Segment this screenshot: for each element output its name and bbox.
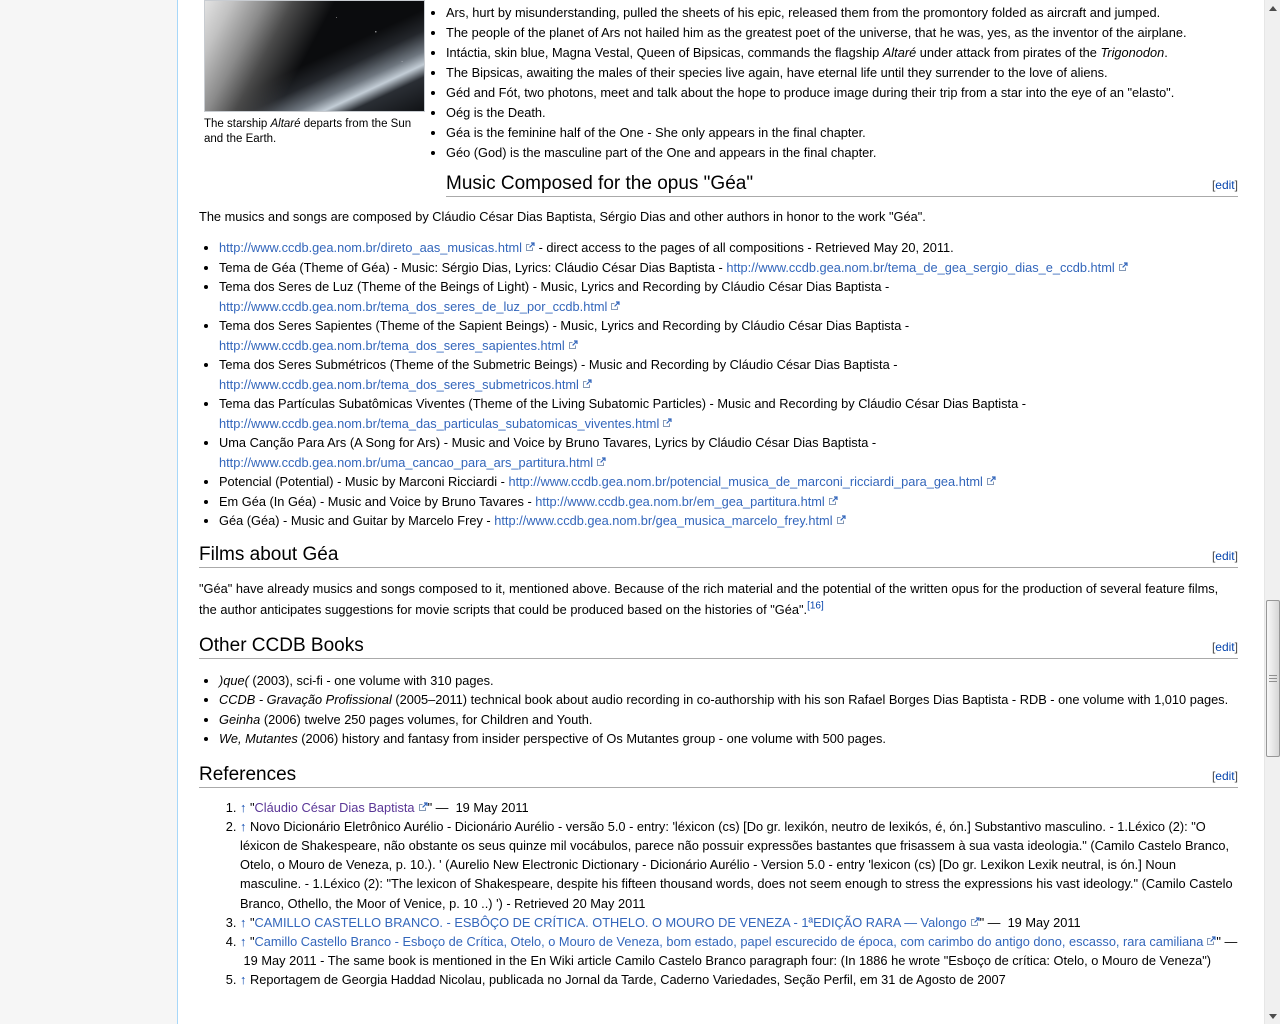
music-item: • Potencial (Potential) - Music by Marconi Ricciardi - http://www.ccdb.gea.nom.br/potencial_musica_de_marconi_ricciardi_para_gea.html — [219, 472, 1238, 492]
footnote-marker — [807, 600, 824, 611]
music-item: • Tema dos Seres Submétricos (Theme of the Submetric Beings) - Music and Recording by Cláudio César Dias Baptista - http://www.ccdb.gea.nom.br/tema_dos_seres_submetricos.html — [219, 355, 1238, 394]
external-link-icon — [1206, 936, 1216, 946]
external-link-icon — [596, 457, 606, 467]
external-link[interactable]: http://www.ccdb.gea.nom.br/tema_de_gea_sergio_dias_e_ccdb.html — [726, 260, 1127, 275]
edit-section — [1212, 641, 1238, 653]
external-link-icon — [525, 242, 535, 252]
music-item: • Tema das Partículas Subatômicas Viventes (Theme of the Living Subatomic Particles) - Music and Recording by Cláudio César Dias Baptista - http://www.ccdb.gea.nom.br/tema_das_particulas_subatomicas_viventes.html — [219, 394, 1238, 433]
edit-link[interactable]: edit — [1215, 768, 1235, 783]
book-item: • CCDB - Gravação Profissional (2005–2011) technical book about audio recording in co-authorship with his son Rafael Borges Dias Baptista - RDB - one volume with 1,010 pages. — [219, 690, 1238, 710]
edit-link[interactable]: edit — [1215, 178, 1235, 192]
reference-item: 5. ↑ Reportagem de Georgia Haddad Nicolau, publicada no Jornal da Tarde, Caderno Variedades, Seção Perfil, em 31 de Agosto de 2007 — [240, 970, 1238, 989]
external-link-icon — [610, 301, 620, 311]
music-item: • http://www.ccdb.gea.nom.br/direto_aas_musicas.html - direct access to the pages of all compositions - Retrieved May 20, 2011. — [219, 238, 1238, 258]
character-item: • Ars, hurt by misunderstanding, pulled the sheets of his epic, released them from the promontory folded as aircraft and jumped. — [446, 3, 1238, 23]
external-link-icon — [568, 340, 578, 350]
books-heading-text: Other CCDB Books — [199, 634, 364, 656]
article-content — [177, 0, 1264, 1024]
italic-text: Altaré — [270, 118, 301, 130]
book-item: • )que( (2003), sci-fi - one volume with 310 pages. — [219, 671, 1238, 691]
external-link-visited[interactable]: Cláudio César Dias Baptista — [255, 800, 428, 815]
music-heading-text: Music Composed for the opus "Géa" — [446, 173, 754, 194]
thumbnail-caption: The starship Altaré departs from the Sun and the Earth. — [204, 118, 412, 145]
bracket: [ — [1211, 178, 1216, 192]
reference-item: 4. ↑ "Camillo Castello Branco - Esboço de Crítica, Otelo, o Mouro de Veneza, bom estado, papel escurecido de época, com carimbo do antigo dono, escasso, rara camiliana " — 19 May 2011 - The same book is mentioned in the En Wiki article Camilo Castelo Branco paragraph four: (In 1886 he wrote "Esboço de crítica: Otelo, o Mouro de Veneza") — [240, 932, 1238, 970]
external-link[interactable]: http://www.ccdb.gea.nom.br/tema_dos_seres_sapientes.html — [219, 338, 578, 353]
edit-section — [1212, 770, 1238, 782]
section-films — [199, 543, 1238, 620]
reference-item: 2. ↑ Novo Dicionário Eletrônico Aurélio - Dicionário Aurélio - versão 5.0 - entry: 'léxicon (cs) [Do gr. lexikón, neutro de lexikós, é, ón.] Substantivo masculino. - 1.Léxico (2): "O léxicon de Shakespeare, não obstante os seus quinze mil vocábulos, parece não possuir expressões bastantes que frisassem à sua vasta ideologia." (Camilo Castelo Branco, Otelo, o Mouro de Veneza, p. 10.). ' (Aurelio New Electronic Dictionary - Dicionário Aurélio - Version 5.0 - entry 'lexicon (cs) [Do gr. Lexikon Lexik neutral, is ón.] Noun masculine. - 1.Léxico (2): "The lexicon of Shakespeare, despite his fifteen thousand words, does not seem enough to stress the expressions his vast ideology." (Camilo Castelo Branco, Othello, the Moor of Venice, p. 10 ..) ') - Retrieved 20 May 2011 — [240, 817, 1238, 913]
italic-text: )que( — [219, 672, 249, 688]
italic-text: Geinha — [219, 711, 261, 727]
article-thumbnail — [204, 0, 428, 147]
music-item: • Tema de Géa (Theme of Géa) - Music: Sérgio Dias, Lyrics: Cláudio César Dias Baptista - http://www.ccdb.gea.nom.br/tema_de_gea_sergio_dias_e_ccdb.html — [219, 258, 1238, 278]
external-link-icon — [1118, 262, 1128, 272]
italic-text: Altaré — [882, 45, 917, 60]
scrollbar-grip-icon — [1269, 675, 1277, 683]
references-heading-text: References — [199, 763, 297, 785]
character-item: • Oég is the Death. — [446, 103, 1238, 123]
italic-text: We, Mutantes — [219, 731, 298, 746]
edit-link[interactable]: edit — [1215, 639, 1235, 654]
reference-item: 3. ↑ "CAMILLO CASTELLO BRANCO. - ESBÔÇO DE CRÍTICA. OTHELO. O MOURO DE VENEZA - 1ªEDIÇÃO RARA — Valongo " — 19 May 2011 — [240, 913, 1238, 932]
section-references — [199, 763, 1238, 990]
external-link-icon — [970, 917, 980, 927]
music-item: • Uma Canção Para Ars (A Song for Ars) - Music and Voice by Bruno Tavares, Lyrics by Cláudio César Dias Baptista - http://www.ccdb.gea.nom.br/uma_cancao_para_ars_partitura.html — [219, 433, 1238, 472]
bracket: [ — [1211, 548, 1216, 563]
music-item: • Tema dos Seres de Luz (Theme of the Beings of Light) - Music, Lyrics and Recording by Cláudio César Dias Baptista - http://www.ccdb.gea.nom.br/tema_dos_seres_de_luz_por_ccdb.html — [219, 277, 1238, 316]
scroll-up-icon — [1269, 6, 1277, 11]
bracket: [ — [1211, 639, 1216, 654]
reference-item: 1. ↑ "Cláudio César Dias Baptista " — 19 May 2011 — [240, 798, 1238, 817]
bracket: [ — [1211, 768, 1216, 783]
external-link-icon — [836, 515, 846, 525]
music-item: • Géa (Géa) - Music and Guitar by Marcelo Frey - http://www.ccdb.gea.nom.br/gea_musica_marcelo_frey.html — [219, 511, 1238, 531]
external-link[interactable]: http://www.ccdb.gea.nom.br/potencial_musica_de_marconi_ricciardi_para_gea.html — [508, 474, 995, 489]
books-heading — [199, 634, 1238, 659]
ref-backlink[interactable]: ↑ — [240, 933, 247, 949]
character-list — [426, 3, 1238, 163]
films-paragraph: "Géa" have already musics and songs composed to it, mentioned above. Because of the rich material and the potential of the written opus for the production of several feature films, the author anticipates suggestions for movie scripts that could be produced based on the histories of "Géa".[16] — [199, 580, 1219, 617]
character-item: • Géd and Fót, two photons, meet and talk about the hope to produce image during their trip from a star into the eye of an "elasto". — [446, 83, 1238, 103]
external-link-icon — [662, 418, 672, 428]
references-list — [199, 798, 1238, 990]
edit-section — [1212, 550, 1238, 562]
scroll-down-icon — [1269, 1014, 1277, 1019]
external-link-icon — [828, 496, 838, 506]
footnote-link[interactable]: [16] — [807, 600, 824, 612]
external-link[interactable]: http://www.ccdb.gea.nom.br/uma_cancao_para_ars_partitura.html — [219, 455, 606, 470]
external-link-icon — [986, 476, 996, 486]
external-link[interactable]: http://www.ccdb.gea.nom.br/tema_das_particulas_subatomicas_viventes.html — [219, 416, 672, 431]
italic-text: CCDB - Gravação Profissional — [219, 692, 392, 707]
references-heading — [199, 763, 1238, 788]
character-item: • Géa is the feminine half of the One - She only appears in the final chapter. — [446, 123, 1238, 143]
edit-link[interactable]: edit — [1215, 548, 1235, 563]
music-heading — [446, 172, 1238, 197]
bracket: ] — [1234, 548, 1238, 563]
music-item: • Tema dos Seres Sapientes (Theme of the Sapient Beings) - Music, Lyrics and Recording by Cláudio César Dias Baptista - http://www.ccdb.gea.nom.br/tema_dos_seres_sapientes.html — [219, 316, 1238, 355]
films-heading-text: Films about Géa — [199, 543, 339, 565]
external-link[interactable]: http://www.ccdb.gea.nom.br/tema_dos_seres_de_luz_por_ccdb.html — [219, 299, 620, 314]
character-item: • Géo (God) is the masculine part of the One and appears in the final chapter. — [446, 143, 1238, 163]
book-item: • Geinha (2006) twelve 250 pages volumes, for Children and Youth. — [219, 710, 1238, 730]
bracket: ] — [1234, 178, 1238, 192]
external-link[interactable]: http://www.ccdb.gea.nom.br/direto_aas_musicas.html — [219, 240, 535, 255]
external-link-icon — [582, 379, 592, 389]
books-list — [199, 671, 1238, 749]
music-item: • Em Géa (In Géa) - Music and Voice by Bruno Tavares - http://www.ccdb.gea.nom.br/em_gea_partitura.html — [219, 492, 1238, 512]
scrollbar-thumb[interactable] — [1266, 600, 1280, 757]
starship-image[interactable] — [204, 0, 425, 112]
music-paragraph: The musics and songs are composed by Cláudio César Dias Baptista, Sérgio Dias and other authors in honor to the work "Géa". — [199, 209, 926, 224]
external-link-icon — [418, 802, 428, 812]
section-music — [199, 172, 1238, 531]
section-books — [199, 634, 1238, 749]
films-heading — [199, 543, 1238, 568]
external-link[interactable]: Camillo Castello Branco - Esboço de Crítica, Otelo, o Mouro de Veneza, bom estado, papel escurecido de época, com carimbo do antigo dono, escasso, rara camiliana — [255, 934, 1217, 949]
character-item: • Intáctia, skin blue, Magna Vestal, Queen of Bipsicas, commands the flagship Altaré under attack from pirates of the Trigonodon. — [446, 43, 1238, 63]
character-item: • The Bipsicas, awaiting the males of their species live again, have eternal life until they surrender to the love of aliens. — [446, 63, 1238, 83]
ref-backlink[interactable]: ↑ — [240, 972, 247, 988]
character-item: • The people of the planet of Ars not hailed him as the greatest poet of the universe, that he was, yes, as the inventor of the airplane. — [446, 23, 1238, 43]
bracket: ] — [1234, 768, 1238, 783]
ref-backlink[interactable]: ↑ — [240, 914, 247, 930]
external-link[interactable]: http://www.ccdb.gea.nom.br/gea_musica_marcelo_frey.html — [494, 513, 845, 528]
external-link[interactable]: CAMILLO CASTELLO BRANCO. - ESBÔÇO DE CRÍTICA. OTHELO. O MOURO DE VENEZA - 1ªEDIÇÃO RARA — Valongo — [255, 915, 980, 930]
bracket: ] — [1234, 639, 1238, 654]
edit-section — [1212, 179, 1238, 191]
external-link[interactable]: http://www.ccdb.gea.nom.br/em_gea_partitura.html — [535, 494, 838, 509]
scrollbar-down-button[interactable] — [1265, 1008, 1280, 1024]
ref-backlink[interactable]: ↑ — [240, 799, 247, 815]
music-list — [199, 238, 1238, 531]
italic-text: Trigonodon — [1100, 45, 1165, 60]
external-link[interactable]: http://www.ccdb.gea.nom.br/tema_dos_seres_submetricos.html — [219, 377, 592, 392]
scrollbar-up-button[interactable] — [1265, 0, 1280, 16]
vertical-scrollbar[interactable] — [1264, 0, 1280, 1024]
ref-backlink[interactable]: ↑ — [240, 818, 247, 834]
book-item: • We, Mutantes (2006) history and fantasy from insider perspective of Os Mutantes group - one volume with 500 pages. — [219, 729, 1238, 749]
